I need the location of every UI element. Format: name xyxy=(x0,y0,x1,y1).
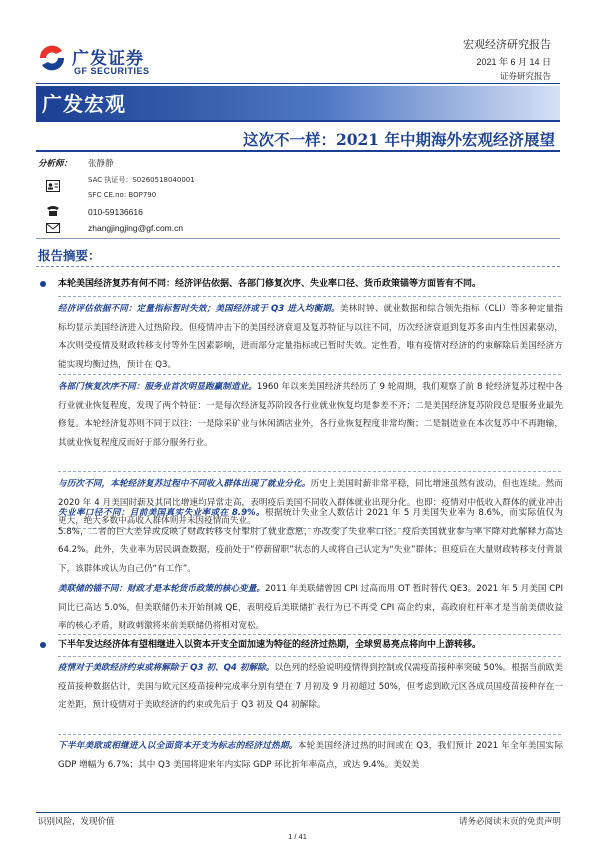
paragraph-body: 2011 年美联储曾因 CPI 过高而用 OT 暂时替代 QE3。2021 年 5 月美国 CPI 同比已高达 5.0%，但美联储仍未开始削减 QE，表明疫后美联储扩表行为已不再受 CPI 高企约束，高政府杠杆率才是当前美债收益率的核心矛盾，财政刺激将来前美联储仍将相对宽松。 xyxy=(58,584,563,632)
summary-paragraph xyxy=(58,504,563,578)
analyst-label: 分析师： xyxy=(38,159,73,169)
analyst-phone: 010-59136616 xyxy=(88,207,143,217)
paragraph-body: 本轮美国经济过热的时间或在 Q3，我们预计 2021 年全年美国实际 GDP 增幅为 6.7%；其中 Q3 美国将迎来年内实际 GDP 环比折年率高点，或达 9.4%。美奴美 xyxy=(58,741,563,770)
summary-paragraph xyxy=(58,580,563,636)
summary-paragraph xyxy=(58,659,563,715)
summary-bullet-1: 本轮美国经济复苏有何不同：经济评估依据、各部门修复次序、失业率口径、货币政策锚等方面皆有不同。 xyxy=(58,279,482,289)
footer-disclaimer: 请务必阅读末页的免责声明 xyxy=(458,817,561,827)
paragraph-lead: 与历次不同，本轮经济复苏过程中不同收入群体出现了就业分化。 xyxy=(58,479,311,489)
footer-slogan: 识别风险，发现价值 xyxy=(38,817,115,827)
title-rule xyxy=(36,150,560,152)
separator xyxy=(58,734,561,735)
phone-icon xyxy=(46,205,60,217)
report-date: 2021 年 6 月 14 日 xyxy=(476,57,551,67)
summary-paragraph xyxy=(58,300,563,374)
id-card-icon xyxy=(46,180,60,192)
separator xyxy=(58,374,561,375)
email-icon xyxy=(46,222,60,234)
paragraph-lead: 各部门恢复次序不同：服务业首次明显跑赢制造业。 xyxy=(58,382,257,392)
paragraph-body: 根据统计失业全人数估计 2021 年 5 月美国失业率为 8.6%，而实际值仅为 5.8%，二者的巨大差异或反映了财政转移支付掣肘了就业意愿，亦改变了失业率口径。疫后美国就业参与率下降对此解释力高达 64.2%。此外，失业率为居民调查数据，疫前处于“停薪留职”状态的人或将自己认定为“失业”群体；但疫后在大量财政转移支付背景下，该群体或认为自己仍“有工作”。 xyxy=(58,508,563,574)
banner-rule xyxy=(36,120,560,122)
paragraph-lead: 下半年美欧或相继进入以全面资本开支为标志的经济过热期。 xyxy=(58,741,298,751)
report-series: 宏观经济研究报告 xyxy=(463,38,551,51)
gf-logo-icon xyxy=(36,42,68,74)
paragraph-lead: 美联储的锚不同：财政才是本轮货币政策的核心变量。 xyxy=(58,584,266,594)
separator xyxy=(58,471,561,472)
header-rule xyxy=(36,83,560,84)
analyst-email[interactable]: zhangjingjing@gf.com.cn xyxy=(88,223,184,233)
summary-bullet-2: 下半年发达经济体有望相继进入以资本开支全面加速为特征的经济过热期，全球贸易亮点将向中上游转移。 xyxy=(58,640,482,650)
page-number: 1 / 41 xyxy=(288,832,307,841)
summary-paragraph xyxy=(58,737,563,793)
summary-rule xyxy=(36,266,560,267)
paragraph-body: 美林时钟、就业数据和综合领先指标（CLI）等多种定量指标均显示美国经济进入过热阶段。但疫情冲击下的美国经济衰退及复苏特征与以往不同，历次经济衰退到复苏多由内生性因素驱动，本次则受疫情及财政转移支付等外生因素影响，进而部分定量指标或已暂时失效。定性看，唯有疫情对经济的约束解除后美国经济方能实现均衡过热，预计在 Q3。 xyxy=(58,304,563,370)
summary-heading: 报告摘要： xyxy=(38,248,101,263)
separator xyxy=(58,634,561,635)
logo-text-en: GF SECURITIES xyxy=(74,66,150,76)
page-title: 这次不一样：2021 年中期海外宏观经济展望 xyxy=(242,130,555,149)
sac-number: SAC 执证号：S0260518040001 xyxy=(88,176,195,184)
contact-rule xyxy=(36,238,560,239)
paragraph-lead: 失业率口径不同：目前美国真实失业率或在 8.9%。 xyxy=(58,508,266,518)
bullet-dot xyxy=(40,281,46,287)
summary-paragraph xyxy=(58,378,563,452)
sfc-number: SFC CE.no: BOP790 xyxy=(88,191,157,199)
paragraph-body: 历史上美国时薪非常平稳，同比增速虽然有波动，但也连续。然而 2020 年 4 月美国时薪及其同比增速均异常走高，表明疫后美国不同收入群体就业出现分化。也即：疫情对中低收入群体的就业冲击更大，绝大多数中高收入群体则并未因疫情而失业。 xyxy=(58,479,563,527)
bullet-dot xyxy=(40,642,46,648)
paragraph-lead: 疫情对于美欧经济约束或将解除于 Q3 初、Q4 初解除。 xyxy=(58,663,275,673)
paragraph-body: 以色列的经验说明疫情得到控制或仅需疫苗接种率突破 50%。根据当前欧美疫苗接种数据估计，美国与欧元区疫苗接种完成率分别有望在 7 月初及 9 月初超过 50%，但考虑到欧元区各成员国疫苗接种存在一定差距，预计疫情对于美欧经济的约束或先后于 Q3 初及 Q4 初解除。 xyxy=(58,663,564,711)
report-type: 证券研究报告 xyxy=(499,72,551,82)
paragraph-lead: 经济评估依据不同：定量指标暂时失效；美国经济或于 Q3 进入均衡期。 xyxy=(58,304,340,314)
footer-rule xyxy=(36,812,560,813)
separator xyxy=(58,296,561,297)
analyst-name: 张静静 xyxy=(88,159,114,169)
separator xyxy=(58,656,561,657)
banner-title: 广发宏观 xyxy=(42,92,126,116)
paragraph-body: 1960 年以来美国经济共经历了 9 轮周期，我们观察了前 8 轮经济复苏过程中各行业就业恢复程度，发现了两个特征：一是每次经济复苏阶段各行业就业恢复均是参差不齐；二是美国经济复苏阶段总是服务业最先修复。本轮经济复苏则不同于以往：一是除采矿业与休闲酒店业外，各行业恢复程度非常均衡；二是制造业在本次复苏中不再跑输，其就业恢复程度反而好于部分服务行业。 xyxy=(58,382,563,448)
logo-text-cn: 广发证券 xyxy=(72,49,144,69)
